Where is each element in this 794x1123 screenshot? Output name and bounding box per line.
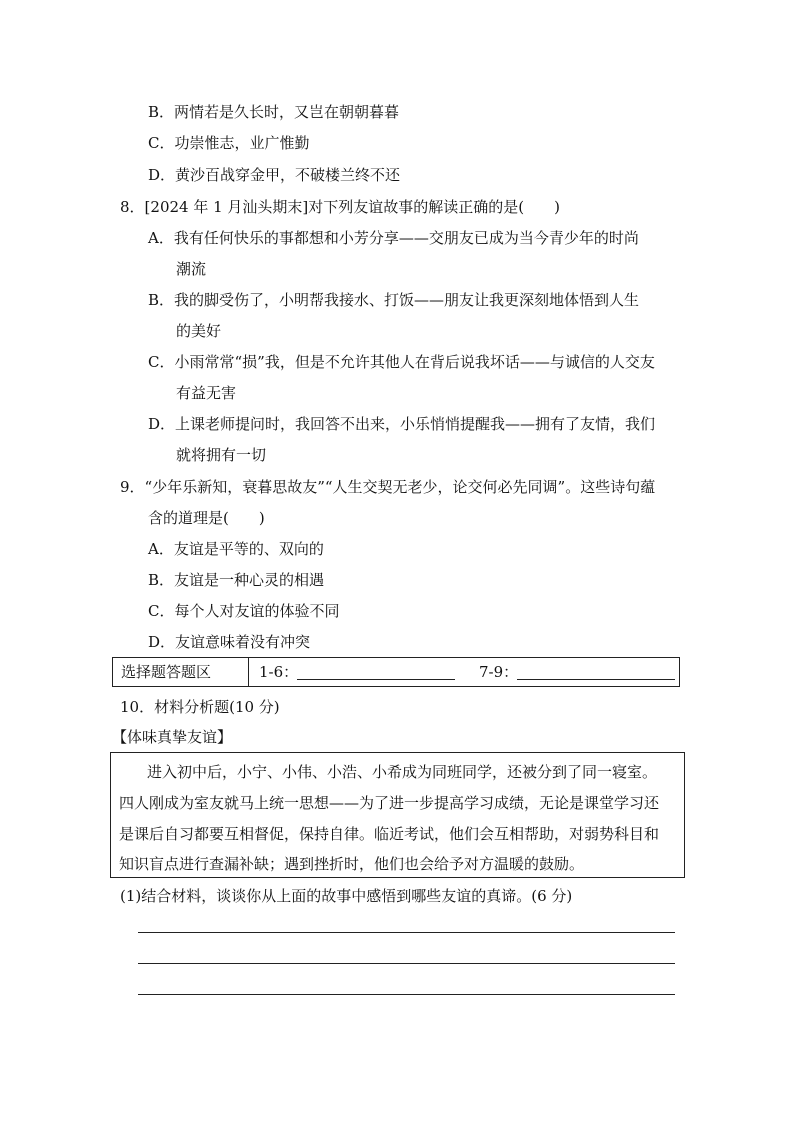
q8-option-d-cont: 就将拥有一切 xyxy=(176,446,267,464)
q9-option-d: D．友谊意味着没有冲突 xyxy=(148,633,311,651)
q10-section-title: 【体味真挚友谊】 xyxy=(112,728,233,746)
q7-option-c: C．功崇惟志，业广惟勤 xyxy=(148,134,310,152)
q10-title: 10．材料分析题(10 分) xyxy=(120,698,280,716)
q10-sub-question-1: (1)结合材料，谈谈你从上面的故事中感悟到哪些友谊的真谛。(6 分) xyxy=(120,887,573,905)
q7-option-b: B．两情若是久长时，又岂在朝朝暮暮 xyxy=(148,103,400,121)
answer-area-box xyxy=(112,657,680,687)
q9-option-b: B．友谊是一种心灵的相遇 xyxy=(148,571,325,589)
answer-area-label: 选择题答题区 xyxy=(113,658,249,686)
q8-option-b-cont: 的美好 xyxy=(176,322,222,340)
answer-writing-line-1[interactable] xyxy=(138,932,675,933)
q8-option-d: D．上课老师提问时，我回答不出来，小乐悄悄提醒我——拥有了友情，我们 xyxy=(148,415,656,433)
material-line-2: 四人刚成为室友就马上统一思想——为了进一步提高学习成绩，无论是课堂学习还 xyxy=(119,794,660,812)
material-line-3: 是课后自习都要互相督促，保持自律。临近考试，他们会互相帮助，对弱势科目和 xyxy=(119,825,660,843)
material-box xyxy=(110,752,685,878)
q9-option-c: C．每个人对友谊的体验不同 xyxy=(148,602,340,620)
q8-option-c-cont: 有益无害 xyxy=(176,384,237,402)
q8-option-a: A．我有任何快乐的事都想和小芳分享——交朋友已成为当今青少年的时尚 xyxy=(148,229,639,247)
answer-writing-line-2[interactable] xyxy=(138,963,675,964)
material-line-1: 进入初中后，小宁、小伟、小浩、小希成为同班同学，还被分到了同一寝室。 xyxy=(147,763,658,781)
answer-range-7-9-label: 7-9： xyxy=(479,663,519,681)
q8-option-a-cont: 潮流 xyxy=(176,260,207,278)
answer-writing-line-3[interactable] xyxy=(138,994,675,995)
q9-stem-cont: 含的道理是( ) xyxy=(148,509,265,527)
answer-range-1-6-label: 1-6： xyxy=(259,663,299,681)
q8-option-b: B．我的脚受伤了，小明帮我接水、打饭——朋友让我更深刻地体悟到人生 xyxy=(148,291,640,309)
answer-blank-1-6[interactable] xyxy=(297,679,455,680)
q8-stem: 8．[2024 年 1 月汕头期末]对下列友谊故事的解读正确的是( ) xyxy=(120,198,560,216)
q8-option-c: C．小雨常常“损”我，但是不允许其他人在背后说我坏话——与诚信的人交友 xyxy=(148,353,655,371)
q9-stem: 9．“少年乐新知，衰暮思故友”“人生交契无老少，论交何必先同调”。这些诗句蕴 xyxy=(120,478,656,496)
q9-option-a: A．友谊是平等的、双向的 xyxy=(148,540,324,558)
answer-blank-7-9[interactable] xyxy=(517,679,675,680)
material-line-4: 知识盲点进行查漏补缺；遇到挫折时，他们也会给予对方温暖的鼓励。 xyxy=(119,855,585,873)
q7-option-d: D．黄沙百战穿金甲，不破楼兰终不还 xyxy=(148,166,401,184)
